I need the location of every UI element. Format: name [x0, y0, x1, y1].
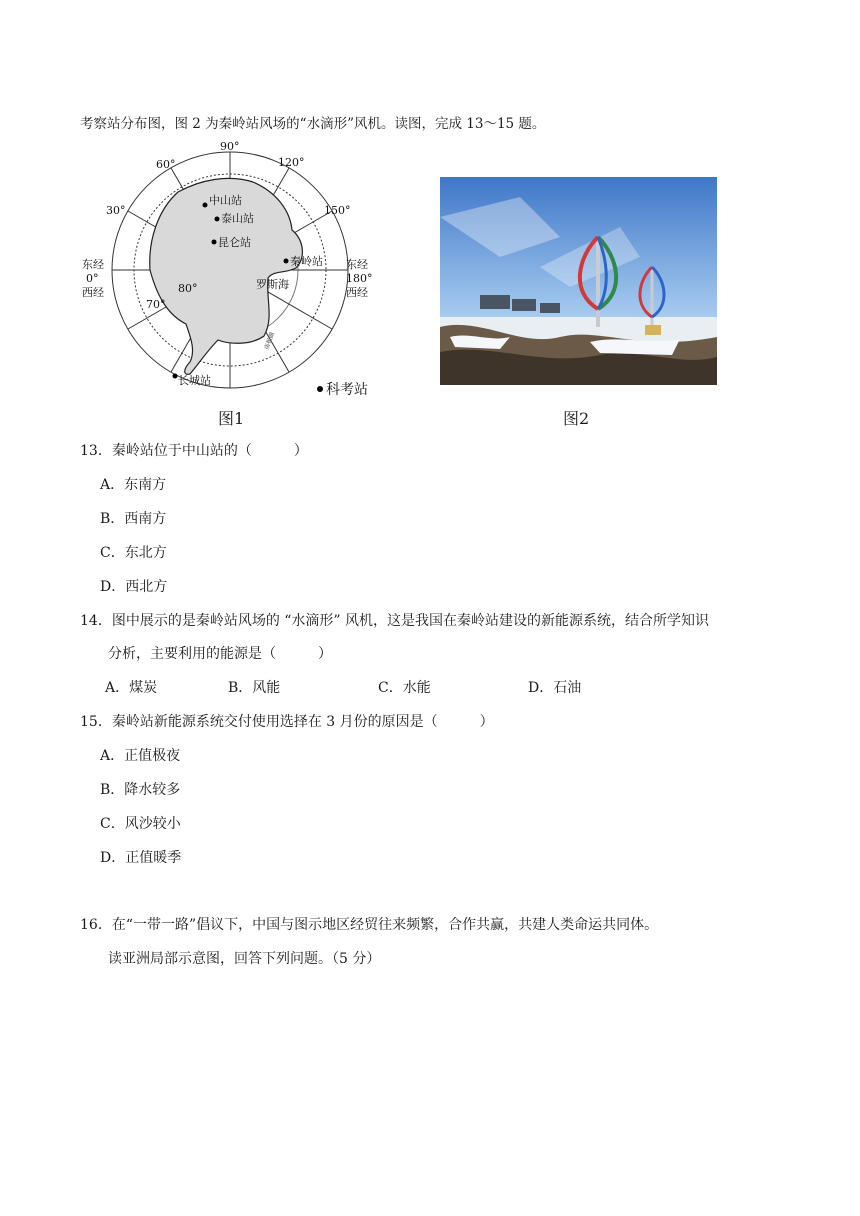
lon-west-left: 西经 — [82, 286, 104, 299]
figure2-caption: 图2 — [563, 409, 590, 428]
station-qinling: 秦岭站 — [290, 255, 323, 268]
q15-option-c[interactable]: C．风沙较小 — [100, 816, 181, 832]
station-zhongshan: 中山站 — [209, 194, 242, 207]
figures — [78, 140, 768, 430]
lon-150: 150° — [324, 204, 351, 217]
antarctic-circle-label: 南极圈 — [263, 331, 277, 351]
q14-option-b[interactable]: B．风能 — [228, 680, 281, 696]
lon-90: 90° — [220, 140, 240, 153]
station-taishan: 泰山站 — [221, 212, 254, 225]
q15-option-d[interactable]: D．正值暖季 — [100, 850, 182, 866]
question-16-sub: 读亚洲局部示意图，回答下列问题。（5 分） — [108, 951, 381, 967]
q13-option-c[interactable]: C．东北方 — [100, 545, 167, 561]
question-16: 16．在“一带一路”倡议下，中国与图示地区经贸往来频繁，合作共赢，共建人类命运共同体。 — [80, 917, 659, 933]
station-changcheng: 长城站 — [178, 374, 211, 387]
q14-option-a[interactable]: A．煤炭 — [105, 680, 158, 696]
q13-option-b[interactable]: B．西南方 — [100, 511, 167, 527]
lat-80: 80° — [178, 282, 198, 295]
lon-30: 30° — [106, 204, 126, 217]
lon-east-left: 东经 — [82, 258, 104, 271]
intro-text: 考察站分布图，图 2 为秦岭站风场的“水滴形”风机。读图，完成 13～15 题。 — [80, 116, 546, 132]
q15-option-a[interactable]: A．正值极夜 — [100, 748, 181, 764]
wind-turbine-photo — [440, 177, 717, 385]
question-13: 13．秦岭站位于中山站的（ ） — [80, 443, 308, 459]
question-14-line2: 分析，主要利用的能源是（ ） — [108, 646, 332, 662]
q14-option-d[interactable]: D．石油 — [528, 680, 582, 696]
lon-180: 180° — [346, 272, 373, 285]
legend-label: 科考站 — [326, 382, 368, 398]
question-15: 15．秦岭站新能源系统交付使用选择在 3 月份的原因是（ ） — [80, 714, 494, 730]
legend-dot — [317, 386, 323, 392]
lat-70: 70° — [146, 298, 166, 311]
lon-120: 120° — [278, 156, 305, 169]
lon-west-right: 西经 — [346, 286, 368, 299]
lon-0: 0° — [86, 272, 99, 285]
lon-60: 60° — [156, 158, 176, 171]
antarctica-landmass — [150, 178, 303, 374]
question-14-line1: 14．图中展示的是秦岭站风场的 “水滴形” 风机，这是我国在秦岭站建设的新能源系统，结合所学知识 — [80, 613, 710, 629]
lon-east-right: 东经 — [346, 258, 368, 271]
antarctica-map — [78, 140, 388, 400]
figure1-caption: 图1 — [218, 409, 245, 428]
q14-option-c[interactable]: C．水能 — [378, 680, 431, 696]
ross-sea-label: 罗斯海 — [256, 278, 289, 291]
q13-option-a[interactable]: A．东南方 — [100, 477, 167, 493]
q15-option-b[interactable]: B．降水较多 — [100, 782, 181, 798]
station-kunlun: 昆仑站 — [218, 236, 251, 249]
q13-option-d[interactable]: D．西北方 — [100, 579, 168, 595]
